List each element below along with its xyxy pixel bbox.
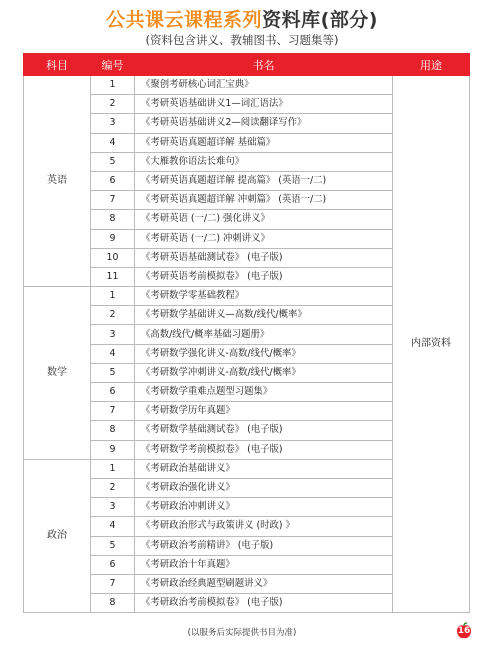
book-number-cell: 8 — [91, 210, 135, 229]
book-title-cell: 《考研英语 (一/二) 冲刺讲义》 — [135, 229, 393, 248]
book-number-cell: 8 — [91, 594, 135, 613]
book-number-cell: 4 — [91, 344, 135, 363]
book-title-cell: 《考研英语基础讲义2—阅读翻译写作》 — [135, 114, 393, 133]
book-number-cell: 11 — [91, 267, 135, 286]
book-number-cell: 4 — [91, 133, 135, 152]
book-title-cell: 《考研英语真题超详解 基础篇》 — [135, 133, 393, 152]
book-number-cell: 5 — [91, 152, 135, 171]
book-title-cell: 《考研政治冲刺讲义》 — [135, 498, 393, 517]
book-title-cell: 《考研数学历年真题》 — [135, 402, 393, 421]
header-subject: 科目 — [24, 54, 91, 76]
book-title-cell: 《考研数学考前模拟卷》 (电子版) — [135, 440, 393, 459]
table-row — [24, 76, 470, 95]
book-title-cell: 《考研政治强化讲义》 — [135, 478, 393, 497]
book-title-cell: 《考研英语基础讲义1—词汇语法》 — [135, 95, 393, 114]
book-title-cell: 《高数/线代/概率基础习题册》 — [135, 325, 393, 344]
book-number-cell: 6 — [91, 383, 135, 402]
book-title-cell: 《考研政治考前精讲》 (电子版) — [135, 536, 393, 555]
title-series: 公共课云课程系列 — [106, 9, 263, 31]
subject-cell: 政治 — [24, 459, 91, 613]
header-usage: 用途 — [393, 54, 470, 76]
book-title-cell: 《考研数学基础测试卷》 (电子版) — [135, 421, 393, 440]
book-number-cell: 7 — [91, 402, 135, 421]
usage-cell: 内部资料 — [393, 76, 470, 613]
book-number-cell: 7 — [91, 191, 135, 210]
page-number: 16 — [457, 626, 471, 636]
book-number-cell: 2 — [91, 478, 135, 497]
book-number-cell: 2 — [91, 95, 135, 114]
book-title-cell: 《聚创考研核心词汇宝典》 — [135, 76, 393, 95]
book-number-cell: 2 — [91, 306, 135, 325]
footnote: (以服务后实际提供书目为准) — [187, 628, 297, 638]
book-number-cell: 1 — [91, 287, 135, 306]
book-number-cell: 3 — [91, 114, 135, 133]
subject-cell: 数学 — [24, 287, 91, 460]
table-body — [24, 76, 470, 613]
book-title-cell: 《考研数学零基础教程》 — [135, 287, 393, 306]
title-library: 资料库(部分) — [262, 9, 378, 31]
book-title-cell: 《考研政治形式与政策讲义 (时政) 》 — [135, 517, 393, 536]
book-number-cell: 3 — [91, 498, 135, 517]
book-table — [23, 53, 470, 613]
book-number-cell: 9 — [91, 229, 135, 248]
book-title-cell: 《考研政治十年真题》 — [135, 555, 393, 574]
book-title-cell: 《考研政治经典题型刷题讲义》 — [135, 574, 393, 593]
book-number-cell: 1 — [91, 76, 135, 95]
book-title-cell: 《考研数学强化讲义-高数/线代/概率》 — [135, 344, 393, 363]
table-header-row — [24, 54, 470, 76]
book-title-cell: 《考研政治考前模拟卷》 (电子版) — [135, 594, 393, 613]
page-subtitle: (资料包含讲义、教辅图书、习题集等) — [145, 33, 339, 47]
book-number-cell: 7 — [91, 574, 135, 593]
book-number-cell: 10 — [91, 248, 135, 267]
book-number-cell: 5 — [91, 363, 135, 382]
book-number-cell: 8 — [91, 421, 135, 440]
book-title-cell: 《考研数学冲刺讲义-高数/线代/概率》 — [135, 363, 393, 382]
book-title-cell: 《大雁教你语法长难句》 — [135, 152, 393, 171]
book-title-cell: 《考研数学基础讲义—高数/线代/概率》 — [135, 306, 393, 325]
book-number-cell: 4 — [91, 517, 135, 536]
book-number-cell: 9 — [91, 440, 135, 459]
book-title-cell: 《考研数学重难点题型习题集》 — [135, 383, 393, 402]
book-title-cell: 《考研英语考前模拟卷》 (电子版) — [135, 267, 393, 286]
page-title — [0, 9, 484, 31]
book-title-cell: 《考研英语基础测试卷》 (电子版) — [135, 248, 393, 267]
book-title-cell: 《考研英语 (一/二) 强化讲义》 — [135, 210, 393, 229]
subject-cell: 英语 — [24, 76, 91, 287]
book-title-cell: 《考研政治基础讲义》 — [135, 459, 393, 478]
header-num: 编号 — [91, 54, 135, 76]
book-number-cell: 1 — [91, 459, 135, 478]
page-number-badge — [455, 622, 473, 640]
book-title-cell: 《考研英语真题超详解 冲刺篇》 (英语一/二) — [135, 191, 393, 210]
book-title-cell: 《考研英语真题超详解 提高篇》 (英语一/二) — [135, 171, 393, 190]
book-number-cell: 6 — [91, 171, 135, 190]
book-number-cell: 5 — [91, 536, 135, 555]
book-number-cell: 3 — [91, 325, 135, 344]
book-number-cell: 6 — [91, 555, 135, 574]
header-book: 书名 — [135, 54, 393, 76]
